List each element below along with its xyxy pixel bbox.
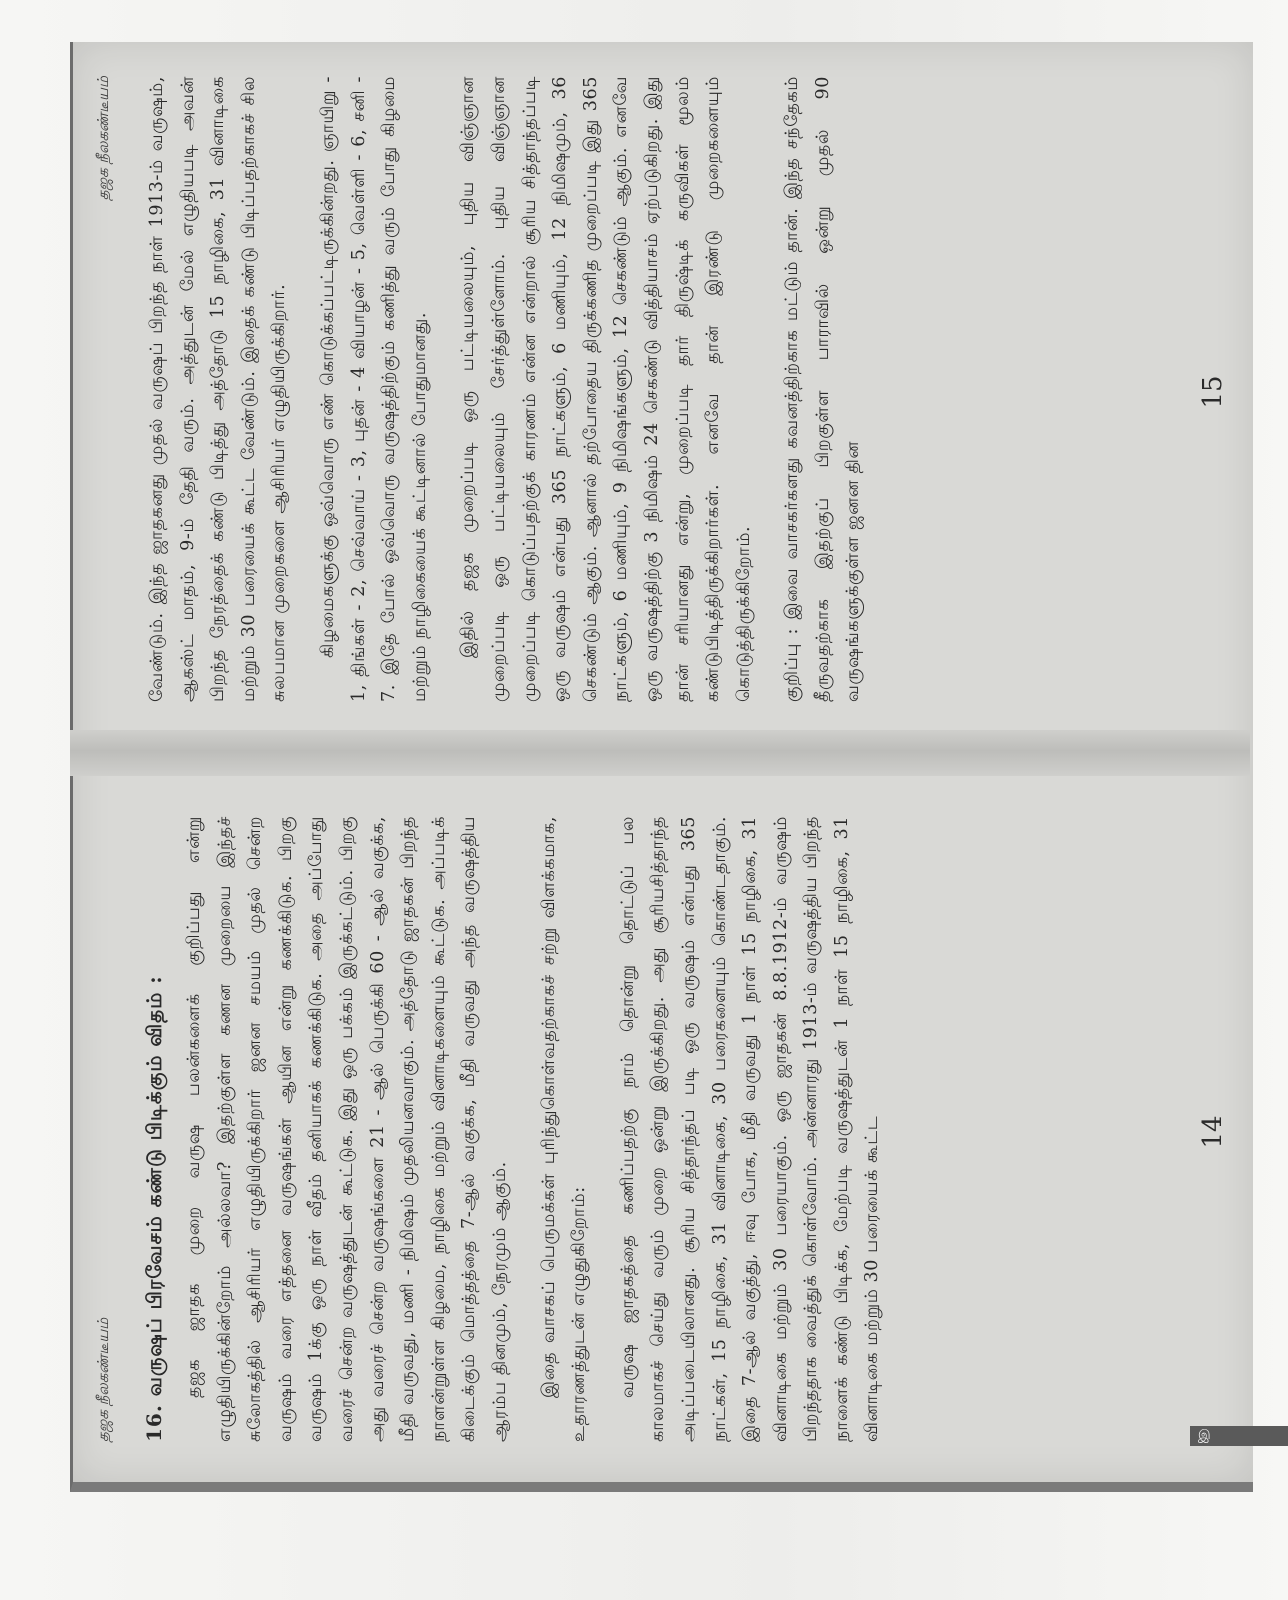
left-page bbox=[70, 782, 1250, 1482]
left-page-number: 14 bbox=[1198, 1115, 1228, 1149]
right-paragraph-1: வேண்டும். இந்த ஜாதகனது முதல் வருஷப் பிறந்த நாள் 1913-ம் வருஷம், ஆகஸ்ட் மாதம், 9-ம் தேதி வரும். அத்துடன் மேல் எழுதியபடி அவன் பிறந்த நேரத்தைக் கண்டு பிடித்து அத்தோடு 15 நாழிகை, 31 வினாடிகை மற்றும் 30 பரையைக் கூட்ட வேண்டும். இதைக் கண்டு பிடிப்பதற்காகச் சில சுலபமான முறைகளை ஆசிரியர் எழுதியிருக்கிறார். bbox=[147, 76, 290, 702]
rotated-spread bbox=[70, 42, 1250, 1482]
page-edge-mark: இ bbox=[1190, 1426, 1288, 1446]
left-paragraph-3: வருஷ ஜாதகத்தை கணிப்பதற்கு நாம் தொன்று தொட்டுப் பல காலமாகச் செய்து வரும் முறை ஒன்று இருக்கிறது. அது சூரியசித்தாந்த அடிப்படையிலானது. சூரிய சித்தாந்தப் படி ஒரு வருஷம் என்பது 365 நாட்கள், 15 நாழிகை, 31 வினாடிகை, 30 பரைகளையும் கொண்டதாகும். இதை 7-ஆல் வகுத்து, ஈவு போக, மீதி வருவது 1 நாள் 15 நாழிகை, 31 வினாடிகை மற்றும் 30 பரையாகும். ஒரு ஜாதகன் 8.8.1912-ம் வருஷம் பிறந்ததாக வைத்துக் கொள்வோம். அன்னாரது 1913-ம் வருஷத்திய பிறந்த நாளைக் கண்டு பிடிக்க, மேற்படி வருஷத்துடன் 1 நாள் 15 நாழிகை, 31 வினாடிகை மற்றும் 30 பரையைக் கூட்ட bbox=[617, 816, 883, 1442]
left-paragraph-1: தஜக ஜாதக முறை வருஷ பலன்களைக் குறிப்பது என்று எழுதியிருக்கின்றோம் அல்லவா? இதற்குள்ள கணன முறையை இந்தச் சுலோகத்தில் ஆசிரியர் எழுதியிருக்கிறார் ஜனன சமயம் முதல் சென்ற வருஷம் வரை எத்தனை வருஷங்கள் ஆயின என்று கணக்கிடுக. பிறகு வருஷம் 1க்கு ஒரு நாள் வீதம் தனியாகக் கணக்கிடுக. அதை அப்போது வரைச் சென்ற வருஷத்துடன் கூட்டுக. இது ஒரு பக்கம் இருக்கட்டும். பிறகு அது வரைச் சென்ற வருஷங்களை 21 - ஆல் பெருக்கி 60 - ஆல் வகுக்க, மீதி வருவது, மணி - நிமிஷம் முதலியனவாகும். அத்தோடு ஜாதகன் பிறந்த நாளன்றுள்ள கிழமை, நாழிகை மற்றும் வினாடிகளையும் கூட்டுக. அப்படிக் கிடைக்கும் மொத்தத்தை 7-ஆல் வகுக்க, மீதி வருவது அந்த வருஷத்திய ஆரம்ப தினமும், நேரமும் ஆகும். bbox=[184, 816, 510, 1442]
left-paragraph-2: இதை வாசகப் பெருமக்கள் புரிந்துகொள்வதற்காகச் சற்று விளக்கமாக, உதாரணத்துடன் எழுதுகிறோம்: bbox=[538, 816, 590, 1442]
right-paragraph-2: கிழமைகளுக்கு ஒவ்வொரு எண் கொடுக்கப்பட்டிருக்கின்றது. ஞாயிறு - 1, திங்கள் - 2, செவ்வாய் - 3, புதன் - 4 வியாழன் - 5, வெள்ளி - 6, சனி - 7. இதே போல் ஒவ்வொரு வருஷத்திற்கும் கணித்து வரும் போது கிழமை மற்றும் நாழிகையைக் கூட்டினால் போதுமானது. bbox=[317, 76, 430, 702]
right-paragraph-4: குறிப்பு : இவை வாசகர்களது கவனத்திற்காக மட்டும் தான். இந்த சந்தேகம் தீருவதற்காக இதற்குப் பிறகுள்ள பாராவில் ஒன்று முதல் 90 வருஷங்களுக்குள்ள ஜனன தின bbox=[782, 76, 864, 702]
left-running-head: தஜக நீலகண்டீயம் bbox=[94, 1317, 112, 1442]
right-page-number: 15 bbox=[1198, 375, 1228, 409]
right-paragraph-3: இதில் தஜக முறைப்படி ஒரு பட்டியலையும், புதிய விஞ்ஞான முறைப்படி ஒரு பட்டியலையும் சேர்த்துள்ளோம். புதிய விஞ்ஞான முறைப்படி கொடுப்பதற்குக் காரணம் என்ன என்றால் சூரிய சித்தாந்தப்படி ஒரு வருஷம் என்பது 365 நாட்களும், 6 மணியும், 12 நிமிஷமும், 36 செகண்டும் ஆகும். ஆனால் தற்போதைய திருக்கணித முறைப்படி இது 365 நாட்களும், 6 மணியும், 9 நிமிஷங்களும், 12 செகண்டும் ஆகும். எனவே ஒரு வருஷத்திற்கு 3 நிமிஷம் 24 செகண்டு வித்தியாசம் ஏற்படுகிறது. இது தான் சரியானது என்று, முறைப்படி தார் திருஷ்டிக் கருவிகள் மூலம் கண்டுபிடித்திருக்கிறார்கள். எனவே தான் இரண்டு முறைகளையும் கொடுத்திருக்கிறோம். bbox=[458, 76, 754, 702]
section-title: 16. வருஷப் பிரவேசம் கண்டு பிடிக்கும் விதம் : bbox=[142, 975, 166, 1442]
right-running-head: தஜக நீலகண்டீயம் bbox=[94, 76, 112, 201]
right-page bbox=[70, 42, 1250, 742]
